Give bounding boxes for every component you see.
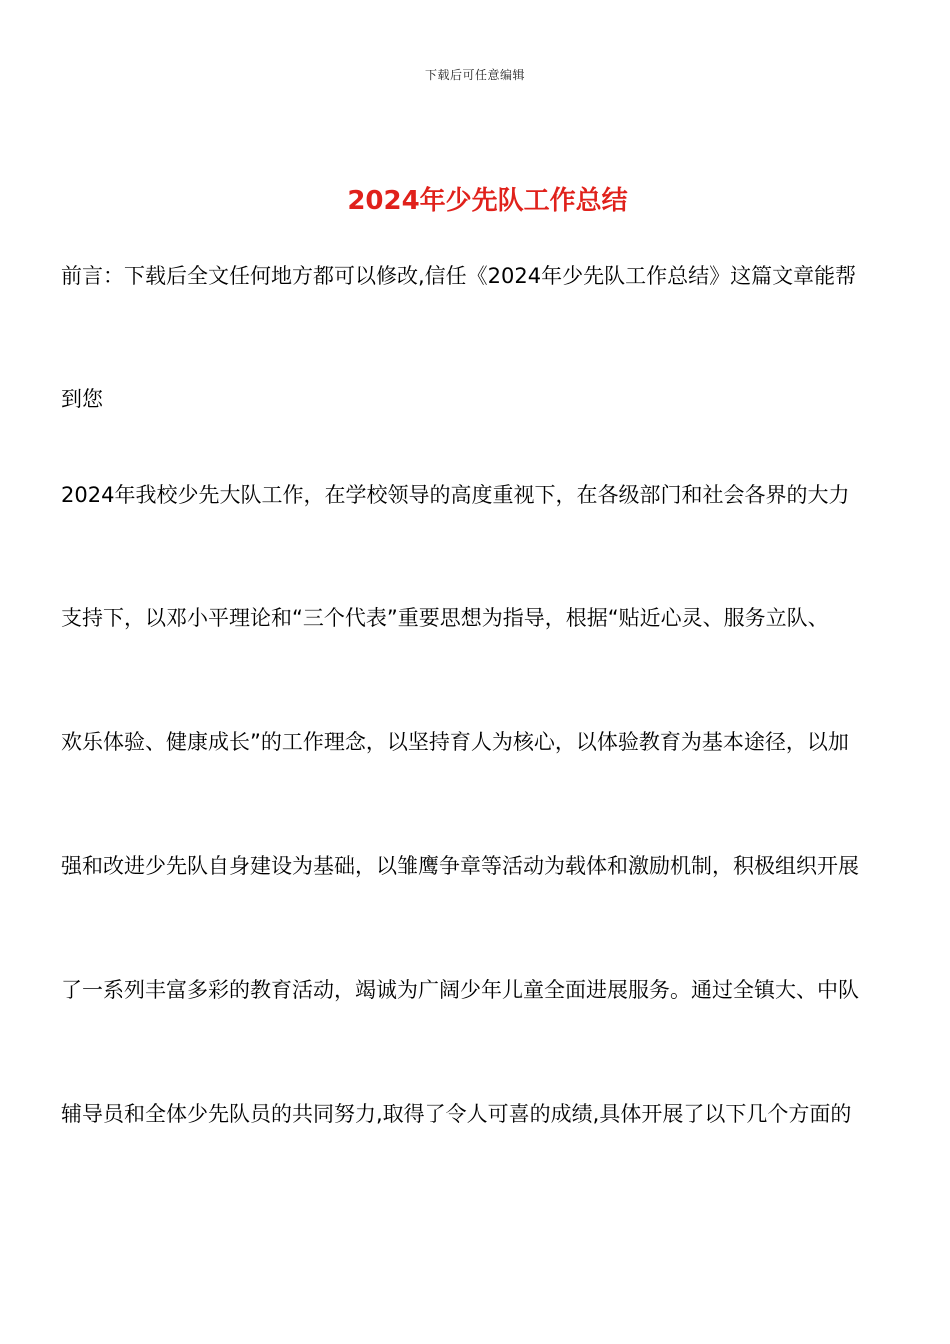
text-line: 前言：下载后全文任何地方都可以修改,信任《2024年少先队工作总结》这篇文章能帮 [61,264,857,288]
text-line: 了一系列丰富多彩的教育活动，竭诚为广阔少年儿童全面进展服务。通过全镇大、中队 [61,978,859,1002]
text-line: 到您 [61,387,103,411]
text-line: 辅导员和全体少先队员的共同努力,取得了令人可喜的成绩,具体开展了以下几个方面的 [61,1102,852,1126]
text-line: 强和改进少先队自身建设为基础，以雏鹰争章等活动为载体和激励机制，积极组织开展 [61,854,859,878]
text-line: 支持下，以邓小平理论和“三个代表”重要思想为指导，根据“贴近心灵、服务立队、 [61,606,829,630]
document-title: 2024年少先队工作总结 [347,186,628,216]
page-header-note: 下载后可任意编辑 [424,68,525,82]
text-line: 2024年我校少先大队工作，在学校领导的高度重视下，在各级部门和社会各界的大力 [61,483,850,507]
text-line: 欢乐体验、健康成长”的工作理念，以坚持育人为核心，以体验教育为基本途径，以加 [61,730,849,754]
